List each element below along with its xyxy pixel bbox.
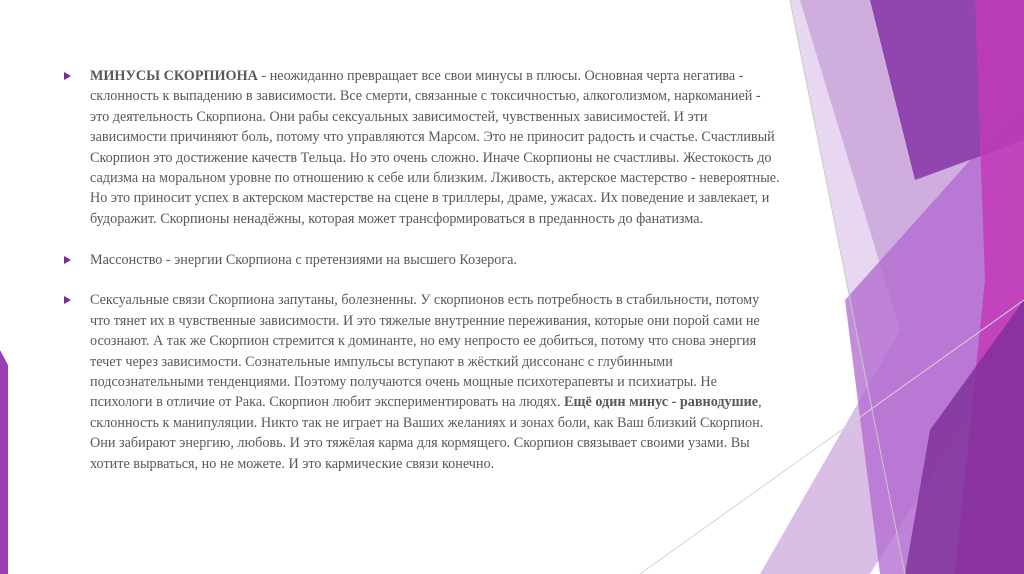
bullet-text-before: Сексуальные связи Скорпиона запутаны, болезненны. У скорпионов есть потребность в стабильности, потому что тянет их в чувственные зависимости. И это тяжелые внутренние переживания, которые они порой сами не осознают. А так же Скорпион стремится к доминанте, но ему непросто ее добиться, потому что снова энергия течет через зависимости. Сознательные импульсы вступают в жёсткий диссонанс с глубинными подсознательными тенденциями. Поэтому получаются очень мощные психотерапевты и психиатры. Не психологи в отличие от Рака. Скорпион любит экспериментировать на людях. xyxy=(90,292,760,411)
slide-content xyxy=(62,66,782,494)
left-accent-stripe xyxy=(0,350,8,574)
bullet-sexual-bonds xyxy=(62,290,782,474)
bullet-text: - неожиданно превращает все свои минусы в плюсы. Основная черта негатива - склонность к выпадению в зависимости. Все смерти, связанные с токсичностью, алкоголизмом, наркоманией - это деятельность Скорпиона. Они рабы сексуальных зависимостей, чувственных зависимостей. И эти зависимости причиняют боль, потому что управляются Марсом. Это не приносит радость и счастье. Счастливый Скорпион это достижение качеств Тельца. Но это очень сложно. Иначе Скорпионы не счастливы. Жестокость до садизма на моральном уровне по отношению к себе или близким. Лживость, актерское мастерство - невероятные. Но это приносит успех в актерском мастерстве на сцене в триллеры, драме, ужасах. Их поведение и завлекает, и будоражит. Скорпионы ненадёжны, которая может трансформироваться в преданность до фанатизма. xyxy=(90,68,780,227)
bullet-minuses xyxy=(62,66,782,229)
bullet-text: Массонство - энергии Скорпиона с претензиями на высшего Козерога. xyxy=(90,251,518,268)
bullet-masonry xyxy=(62,250,782,270)
bullet-bold-phrase: Ещё один минус - равнодушие xyxy=(564,394,759,411)
bullet-heading: МИНУСЫ СКОРПИОНА xyxy=(90,68,258,84)
bullet-text-after: , склонность к манипуляции. Никто так не играет на Ваших желаниях и зонах боли, как Ваш близкий Скорпион. Они забирают энергию, любовь. И это тяжёлая карма для кормящего. Скорпион связывает своими узами. Вы хотите вырваться, но не можете. И это кармические связи конечно. xyxy=(90,394,764,472)
